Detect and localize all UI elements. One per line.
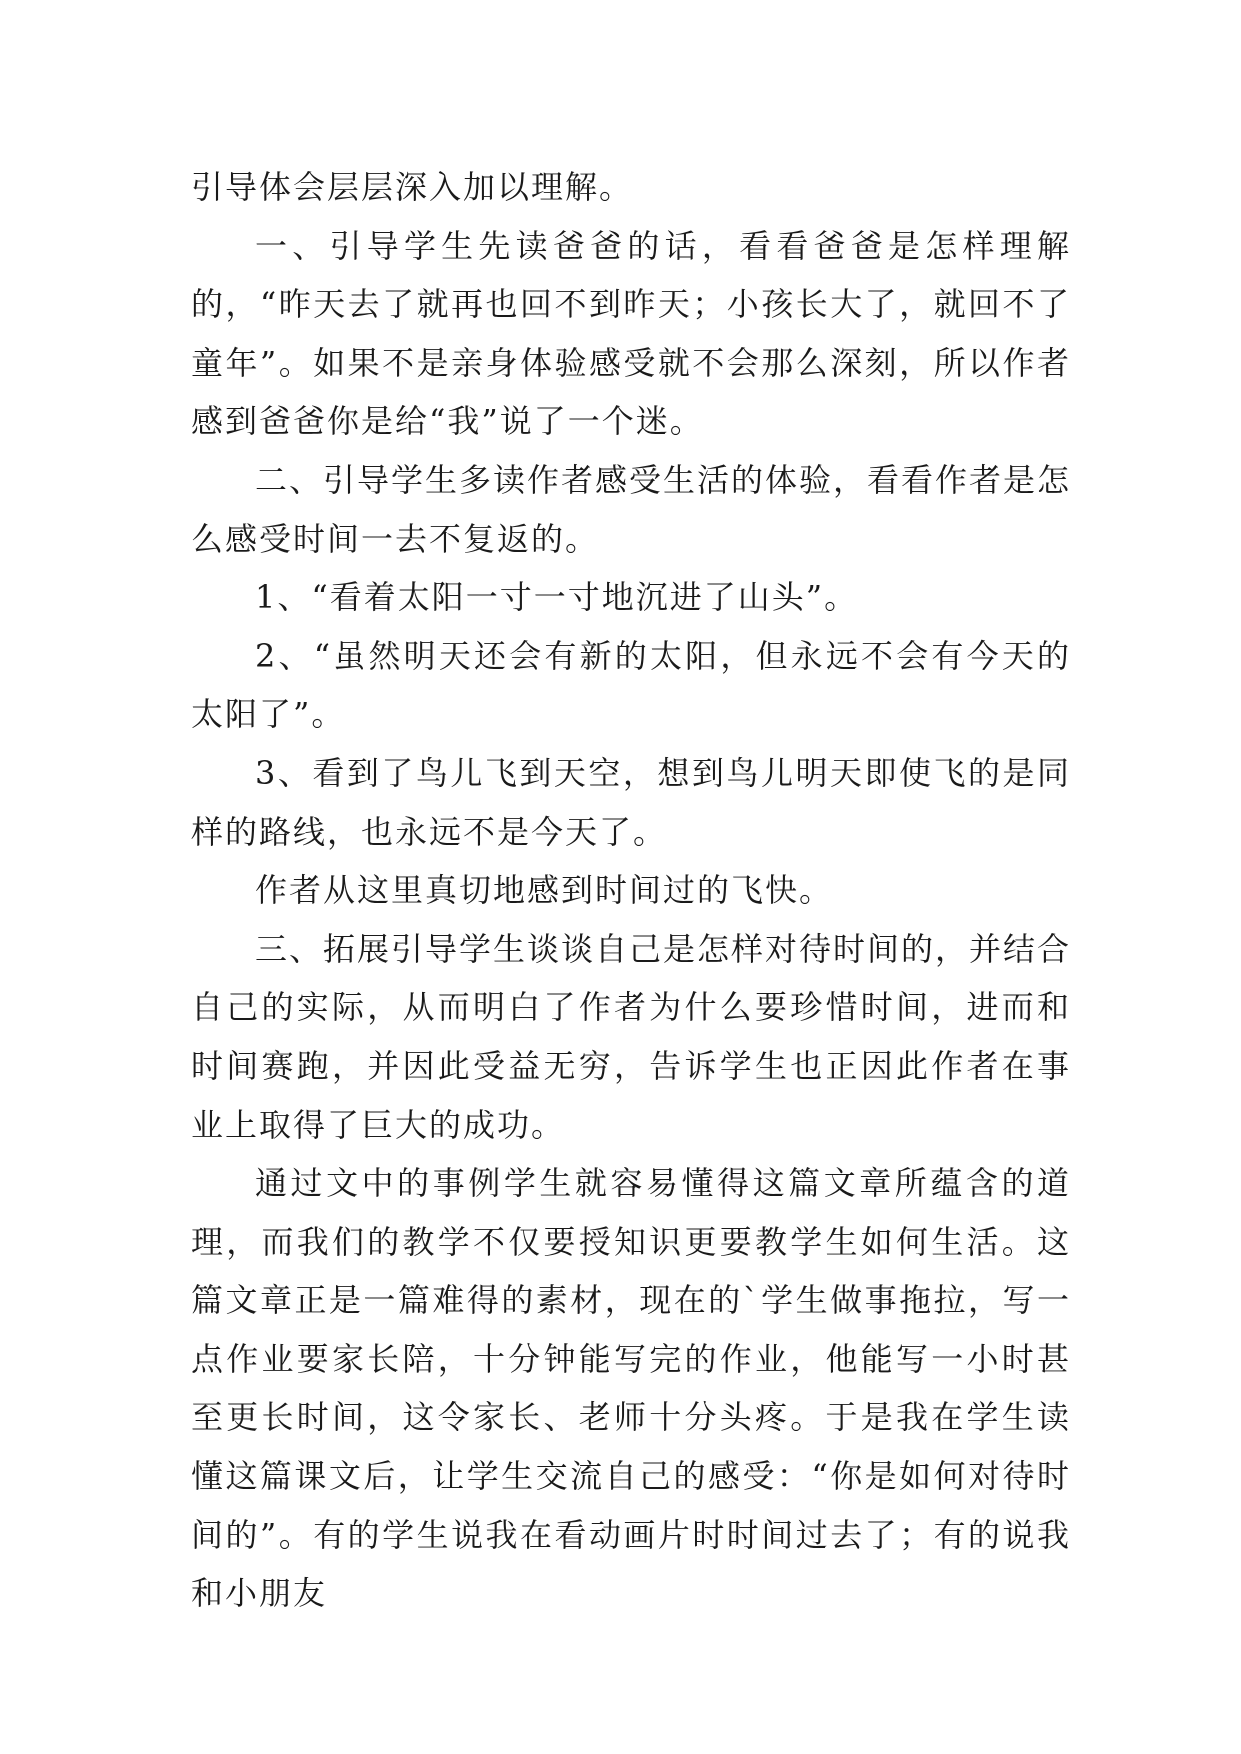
- paragraph-2: 一、引导学生先读爸爸的话，看看爸爸是怎样理解的，“昨天去了就再也回不到昨天；小孩长大了，就回不了童年”。如果不是亲身体验感受就不会那么深刻，所以作者感到爸爸你是给“我”说了一个迷。: [191, 226, 1071, 441]
- paragraph-4: 1、“看着太阳一寸一寸地沉进了山头”。: [255, 578, 859, 617]
- paragraph-9: 通过文中的事例学生就容易懂得这篇文章所蕴含的道理，而我们的教学不仅要授知识更要教学生如何生活。这篇文章正是一篇难得的素材，现在的`学生做事拖拉，写一点作业要家长陪，十分钟能写完的作业，他能写一小时甚至更长时间，这令家长、老师十分头疼。于是我在学生读懂这篇课文后，让学生交流自己的感受：“你是如何对待时间的”。有的学生说我在看动画片时时间过去了；有的说我和小朋友: [191, 1164, 1071, 1613]
- paragraph-5: 2、“虽然明天还会有新的太阳，但永远不会有今天的太阳了”。: [191, 636, 1071, 734]
- paragraph-1: 引导体会层层深入加以理解。: [191, 168, 634, 206]
- paragraph-7: 作者从这里真切地感到时间过的飞快。: [255, 871, 834, 910]
- paragraph-6: 3、看到了鸟儿飞到天空，想到鸟儿明天即使飞的是同样的路线，也永远不是今天了。: [191, 753, 1071, 851]
- paragraph-8: 三、拓展引导学生谈谈自己是怎样对待时间的，并结合自己的实际，从而明白了作者为什么要珍惜时间，进而和时间赛跑，并因此受益无穷，告诉学生也正因此作者在事业上取得了巨大的成功。: [191, 929, 1072, 1144]
- document-body: [191, 158, 1071, 1623]
- paragraph-3: 二、引导学生多读作者感受生活的体验，看看作者是怎么感受时间一去不复返的。: [191, 460, 1072, 558]
